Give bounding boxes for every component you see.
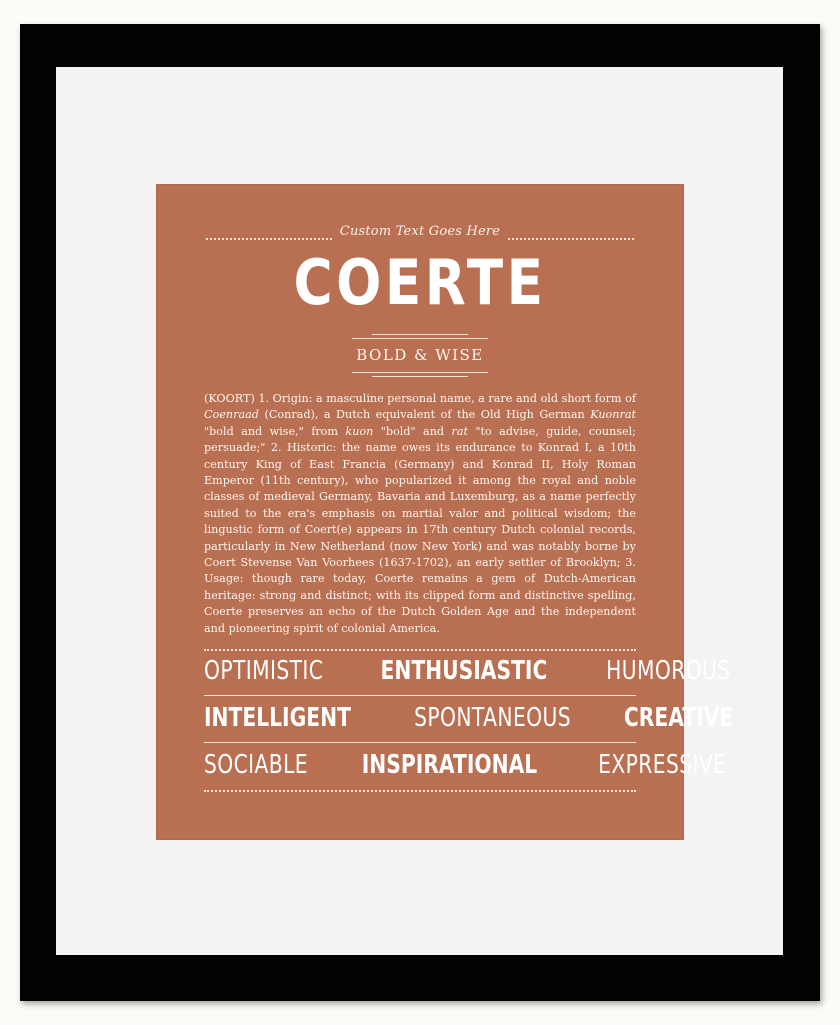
poster-name-title: COERTE bbox=[293, 246, 547, 319]
definition-text: "to advise, guide, counsel; persuade;" 2. Historic: the name owes its endurance to Konrad I, a 10th century King of East Francia (Germany) and Konrad II, Holy Roman Emperor (11th century), who popularized it among the royal and noble classes of medieval Germany, Bavaria and Luxemburg, as a name perfectly suited to the era's emphasis on martial valor and political wisdom; the lingustic form of Coert(e) appears in 17th century Dutch colonial records, particularly in New Netherland (now New York) and was notably borne by Coert Stevense Van Voorhees (1637-1702), an early settler of Brooklyn; 3. Usage: though rare today, Coerte remains a gem of Dutch-American heritage: strong and distinct; with its clipped form and distinctive spelling, Coerte preserves an echo of the Dutch Golden Age and the independent and pioneering spirit of colonial America. bbox=[204, 424, 636, 635]
trait-rule-2 bbox=[204, 742, 636, 743]
trait-row-3 bbox=[204, 750, 727, 780]
trait-word: SOCIABLE bbox=[204, 750, 308, 780]
meaning-rule-lower-1 bbox=[352, 372, 488, 373]
dotted-divider-right bbox=[508, 238, 634, 240]
definition-italic-term: Kuonrat bbox=[590, 408, 636, 422]
definition-italic-term: rat bbox=[451, 424, 469, 438]
name-definition bbox=[204, 391, 636, 637]
definition-text: (KOORT) 1. Origin: a masculine personal name, a rare and old short form of bbox=[204, 392, 636, 405]
name-meaning: BOLD & WISE bbox=[356, 346, 484, 364]
custom-text: Custom Text Goes Here bbox=[339, 224, 501, 239]
trait-word: INSPIRATIONAL bbox=[362, 750, 538, 780]
definition-italic-term: Coenraad bbox=[204, 408, 259, 422]
definition-italic-term: kuon bbox=[345, 424, 374, 438]
trait-word: INTELLIGENT bbox=[204, 703, 351, 733]
meaning-rule-lower-2 bbox=[372, 376, 468, 377]
trait-word: EXPRESSIVE bbox=[598, 750, 727, 780]
name-poster bbox=[156, 184, 734, 840]
title-rule-upper-2 bbox=[352, 338, 488, 339]
definition-text: "bold" and bbox=[373, 424, 452, 438]
trait-rule-1 bbox=[204, 695, 636, 696]
trait-word: CREATIVE bbox=[624, 703, 734, 733]
dotted-divider-traits-top bbox=[204, 649, 636, 651]
picture-frame bbox=[20, 24, 820, 1001]
dotted-divider-traits-bottom bbox=[204, 790, 636, 792]
trait-word: SPONTANEOUS bbox=[414, 703, 572, 733]
trait-word: OPTIMISTIC bbox=[204, 656, 324, 686]
frame-mat bbox=[56, 67, 783, 955]
trait-word: HUMOROUS bbox=[605, 656, 731, 686]
definition-text: "bold and wise," from bbox=[204, 424, 346, 438]
title-rule-upper-1 bbox=[372, 334, 468, 335]
definition-text: (Conrad), a Dutch equivalent of the Old High German bbox=[258, 408, 591, 422]
trait-row-1 bbox=[204, 656, 731, 686]
trait-row-2 bbox=[204, 703, 734, 733]
trait-word: ENTHUSIASTIC bbox=[380, 656, 548, 686]
